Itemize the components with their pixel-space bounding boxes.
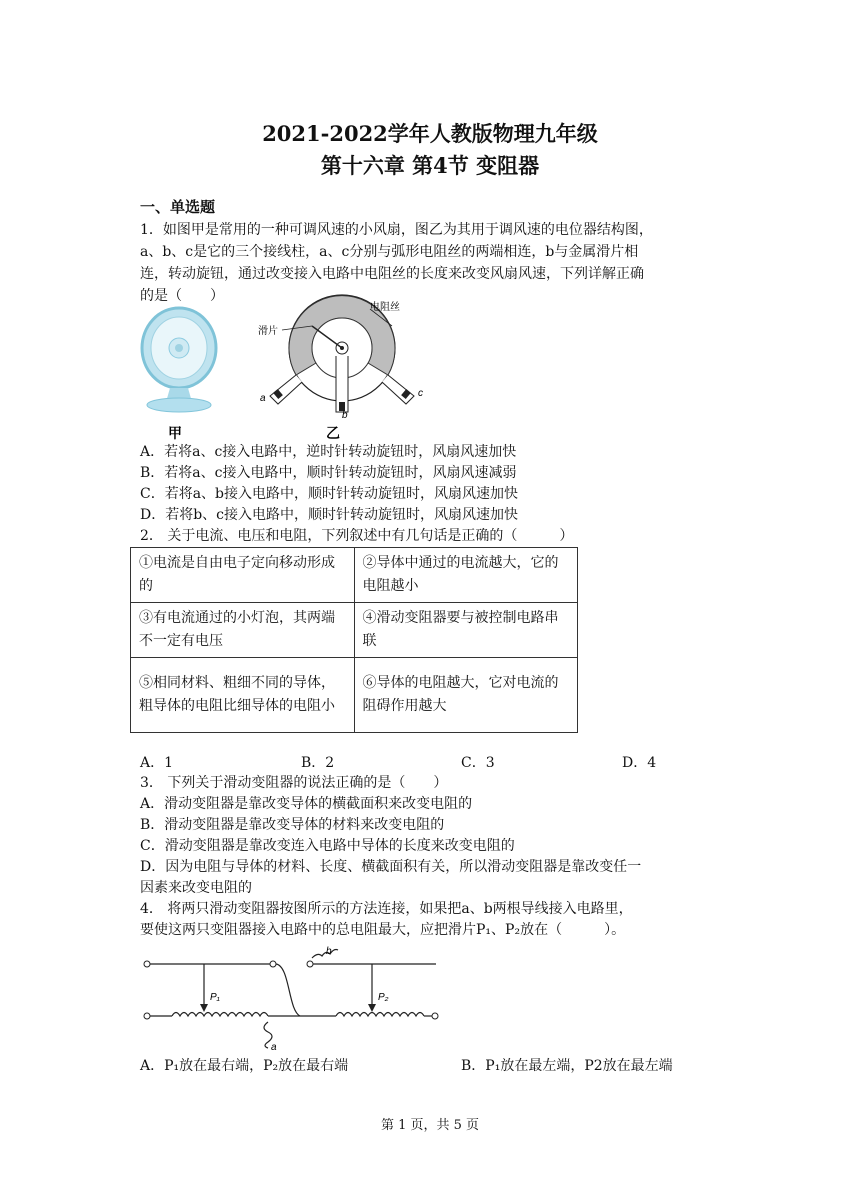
q4-option-b: B．P₁放在最左端，P2放在最左端 <box>461 1058 673 1074</box>
q2-option-a: A．1 <box>140 755 174 771</box>
label-b: b <box>342 410 348 421</box>
q2-statement-table <box>130 547 578 733</box>
q4-rheostat-diagram <box>140 940 440 1052</box>
q1-figure <box>130 302 423 441</box>
q2-option-b: B．2 <box>301 755 335 771</box>
label-a: a <box>260 393 266 404</box>
q3-option-a: A．滑动变阻器是靠改变导体的横截面积来改变电阻的 <box>140 796 473 812</box>
label-b: b <box>326 946 332 957</box>
table-cell: ④滑动变阻器要与被控制电路串联 <box>354 603 578 658</box>
q2-option-c: C．3 <box>461 755 495 771</box>
label-slider: 滑片 <box>258 326 278 337</box>
q4-line-1: 4． 将两只滑动变阻器按图所示的方法连接，如果把a、b两根导线接入电路里， <box>140 901 633 917</box>
section-heading: 一、单选题 <box>140 198 216 216</box>
table-row <box>131 548 578 603</box>
table-row <box>131 603 578 658</box>
label-a: a <box>271 1042 277 1053</box>
table-cell: ①电流是自由电子定向移动形成的 <box>131 548 355 603</box>
page-footer: 第 1 页，共 5 页 <box>380 1118 480 1133</box>
fig-label-left: 甲 <box>168 425 182 441</box>
label-c: c <box>418 388 423 399</box>
q1-option-a: A．若将a、c接入电路中，逆时针转动旋钮时，风扇风速加快 <box>140 444 517 460</box>
q1-option-d: D．若将b、c接入电路中，顺时针转动旋钮时，风扇风速加快 <box>140 507 519 523</box>
q1-line-4: 的是（ ） <box>140 288 224 304</box>
q1-option-b: B．若将a、c接入电路中，顺时针转动旋钮时，风扇风速减弱 <box>140 465 517 481</box>
q2-stem: 2． 关于电流、电压和电阻，下列叙述中有几句话是正确的（ ） <box>140 528 574 544</box>
label-p2: P₂ <box>378 992 389 1003</box>
table-cell: ⑤相同材料、粗细不同的导体，粗导体的电阻比细导体的电阻小 <box>131 658 355 733</box>
q1-line-2: a、b、c是它的三个接线柱，a、c分别与弧形电阻丝的两端相连，b与金属滑片相 <box>140 244 639 260</box>
q4-line-2: 要使这两只变阻器接入电路中的总电阻最大，应把滑片P₁、P₂放在（ ）。 <box>140 922 626 938</box>
q1-option-c: C．若将a、b接入电路中，顺时针转动旋钮时，风扇风速加快 <box>140 486 519 502</box>
q3-option-d-cont: 因素来改变电阻的 <box>140 880 252 896</box>
q1-line-3: 连，转动旋钮，通过改变接入电路中电阻丝的长度来改变风扇风速，下列详解正确 <box>140 266 644 282</box>
title-line-2: 第十六章 第4节 变阻器 <box>320 153 540 178</box>
q4-option-a: A．P₁放在最右端，P₂放在最右端 <box>140 1058 349 1074</box>
table-cell: ⑥导体的电阻越大，它对电流的阻碍作用越大 <box>354 658 578 733</box>
table-cell: ③有电流通过的小灯泡，其两端不一定有电压 <box>131 603 355 658</box>
q3-option-c: C．滑动变阻器是靠改变连入电路中导体的长度来改变电阻的 <box>140 838 515 854</box>
label-wire: 电阻丝 <box>370 302 400 313</box>
q3-option-d: D．因为电阻与导体的材料、长度、横截面积有关，所以滑动变阻器是靠改变任一 <box>140 859 642 875</box>
q2-option-d: D．4 <box>622 755 657 771</box>
q3-option-b: B．滑动变阻器是靠改变导体的材料来改变电阻的 <box>140 817 445 833</box>
title-line-1: 2021-2022学年人教版物理九年级 <box>262 121 598 146</box>
q1-line-1: 1．如图甲是常用的一种可调风速的小风扇，图乙为其用于调风速的电位器结构图， <box>140 222 653 238</box>
fig-label-right: 乙 <box>326 425 340 441</box>
q3-stem: 3． 下列关于滑动变阻器的说法正确的是（ ） <box>140 775 448 791</box>
label-p1: P₁ <box>210 992 220 1003</box>
table-row <box>131 658 578 733</box>
fan-icon <box>142 308 216 412</box>
table-cell: ②导体中通过的电流越大，它的电阻越小 <box>354 548 578 603</box>
